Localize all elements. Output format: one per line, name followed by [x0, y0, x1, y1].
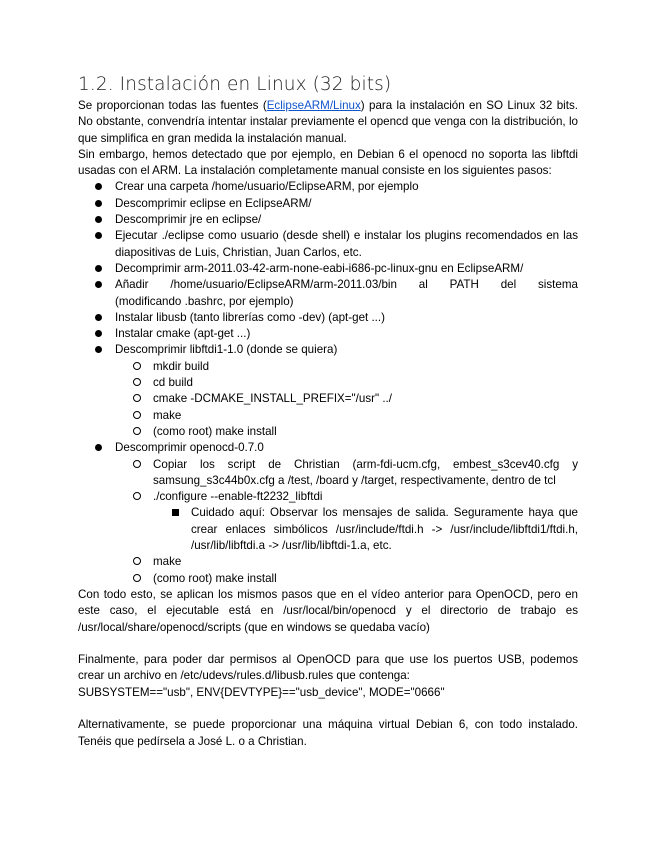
section-body [78, 98, 578, 750]
bullet-icon [95, 330, 102, 337]
step-text: Descomprimir jre en eclipse/ [115, 213, 262, 227]
step-text: Descomprimir eclipse en EclipseARM/ [115, 196, 312, 210]
list-item [115, 375, 578, 391]
list-item [115, 571, 578, 587]
circle-bullet-icon [133, 460, 141, 468]
substep-text: Copiar los script de Christian (arm-fdi-ucm.cfg, embest_s3cev40.cfg y samsung_s3c44b0x.cfg a /test, /board y /target, respectivamente, dentro de tcl [153, 457, 578, 487]
path-word: /home/usuario/EclipseARM/arm-2011.03/bin [170, 278, 397, 292]
circle-bullet-icon [133, 492, 141, 500]
step-text: Ejecutar ./eclipse como usuario (desde shell) e instalar los plugins recomendados en las diapositivas de Luis, Christian, Juan Carlos, etc. [115, 229, 578, 259]
path-step-line [115, 277, 578, 293]
path-word: del [500, 278, 517, 292]
list-item [78, 179, 578, 195]
debian-note-paragraph: Sin embargo, hemos detectado que por ejemplo, en Debian 6 el openocd no soporta las libftdi usadas con el ARM. La instalación completamente manual consiste en los siguientes pasos: [78, 147, 578, 178]
intro-text-after-link: ) para la instalación en SO Linux 32 bits. No obstante, convendría intentar instalar previamente el opencd que venga con la distribución, lo que simplifica en gran medida la instalación manual. [78, 99, 578, 145]
step-text: Instalar libusb (tanto librerías como -dev) (apt-get ...) [115, 310, 385, 324]
circle-bullet-icon [133, 362, 141, 370]
intro-text-before-link: Se proporcionan todas las fuentes ( [78, 99, 267, 112]
substep-text: make [153, 555, 182, 569]
step-text: Instalar cmake (apt-get ...) [115, 327, 251, 341]
list-item [78, 228, 578, 261]
list-item [78, 310, 578, 326]
section-heading: 1.2. Instalación en Linux (32 bits) [78, 74, 392, 95]
bullet-icon [95, 281, 102, 288]
substep-text: ./configure --enable-ft2232_libftdi [153, 490, 323, 504]
substep-text: (como root) make install [153, 424, 277, 438]
usb-permissions-paragraph: Finalmente, para poder dar permisos al OpenOCD para que use los puertos USB, podemos crear un archivo en /etc/udevs/rules.d/libusb.rules que contenga: [78, 653, 578, 683]
substep-text: make [153, 408, 182, 422]
circle-bullet-icon [133, 378, 141, 386]
bullet-icon [95, 232, 102, 239]
list-item [115, 408, 578, 424]
bullet-icon [95, 200, 102, 207]
paragraph-spacer [78, 701, 578, 717]
virtual-machine-paragraph: Alternativamente, se puede proporcionar una máquina virtual Debian 6, con todo instalado. Tenéis que pedírsela a José L. o a Christian. [78, 718, 578, 748]
paragraph-spacer [78, 636, 578, 652]
circle-bullet-icon [133, 557, 141, 565]
list-item [78, 326, 578, 342]
path-word: sistema [538, 278, 578, 292]
list-item [115, 489, 578, 554]
bullet-icon [95, 314, 102, 321]
path-word: Añadir [115, 278, 149, 292]
install-steps-list [78, 179, 578, 586]
list-item [115, 359, 578, 375]
bullet-icon [95, 444, 102, 451]
openocd-substeps-list [115, 457, 578, 587]
list-item [115, 457, 578, 490]
step-text: Crear una carpeta /home/usuario/EclipseARM, por ejemplo [115, 180, 419, 194]
path-word: al [418, 278, 428, 292]
list-item [115, 391, 578, 407]
substep-text: cd build [153, 376, 193, 390]
substep-text: cmake -DCMAKE_INSTALL_PREFIX="/usr" ../ [153, 392, 392, 406]
circle-bullet-icon [133, 394, 141, 402]
caution-text: Cuidado aquí: Observar los mensajes de salida. Seguramente haya que crear enlaces simbólicos /usr/include/ftdi.h -> /usr/include/libftdi1/ftdi.h, /usr/lib/libftdi.a -> /usr/lib/libftdi-1.a, etc. [191, 506, 578, 553]
list-item [78, 261, 578, 277]
path-word: PATH [449, 278, 479, 292]
bullet-icon [95, 216, 102, 223]
square-bullet-icon [172, 509, 179, 516]
circle-bullet-icon [133, 411, 141, 419]
caution-list [153, 505, 578, 554]
circle-bullet-icon [133, 574, 141, 582]
substep-text: (como root) make install [153, 571, 277, 585]
list-item [115, 554, 578, 570]
bullet-icon [95, 183, 102, 190]
step-text: Descomprimir openocd-0.7.0 [115, 441, 264, 455]
list-item [78, 440, 578, 587]
eclipsearm-linux-link[interactable]: EclipseARM/Linux [266, 99, 361, 112]
libftdi-substeps-list [115, 359, 578, 440]
intro-paragraph [78, 98, 578, 147]
circle-bullet-icon [133, 427, 141, 435]
bullet-icon [95, 265, 102, 272]
path-step-continuation: (modificando .bashrc, por ejemplo) [115, 294, 294, 308]
list-item [78, 212, 578, 228]
list-item [78, 342, 578, 440]
list-item [153, 505, 578, 554]
udev-rule-line: SUBSYSTEM=="usb", ENV{DEVTYPE}=="usb_device", MODE="0666" [78, 685, 445, 699]
substep-text: mkdir build [153, 359, 210, 373]
closing-paragraph: Con todo esto, se aplican los mismos pasos que en el vídeo anterior para OpenOCD, pero en este caso, el ejecutable está en /usr/local/bin/openocd y el directorio de trabajo es /usr/local/share/openocd/scripts (que en windows se quedaba vacío) [78, 587, 578, 634]
list-item [78, 277, 578, 310]
step-text: Descomprimir libftdi1-1.0 (donde se quiera) [115, 343, 338, 357]
bullet-icon [95, 346, 102, 353]
list-item [78, 196, 578, 212]
step-text: Decomprimir arm-2011.03-42-arm-none-eabi-i686-pc-linux-gnu en EclipseARM/ [115, 261, 524, 275]
list-item [115, 424, 578, 440]
